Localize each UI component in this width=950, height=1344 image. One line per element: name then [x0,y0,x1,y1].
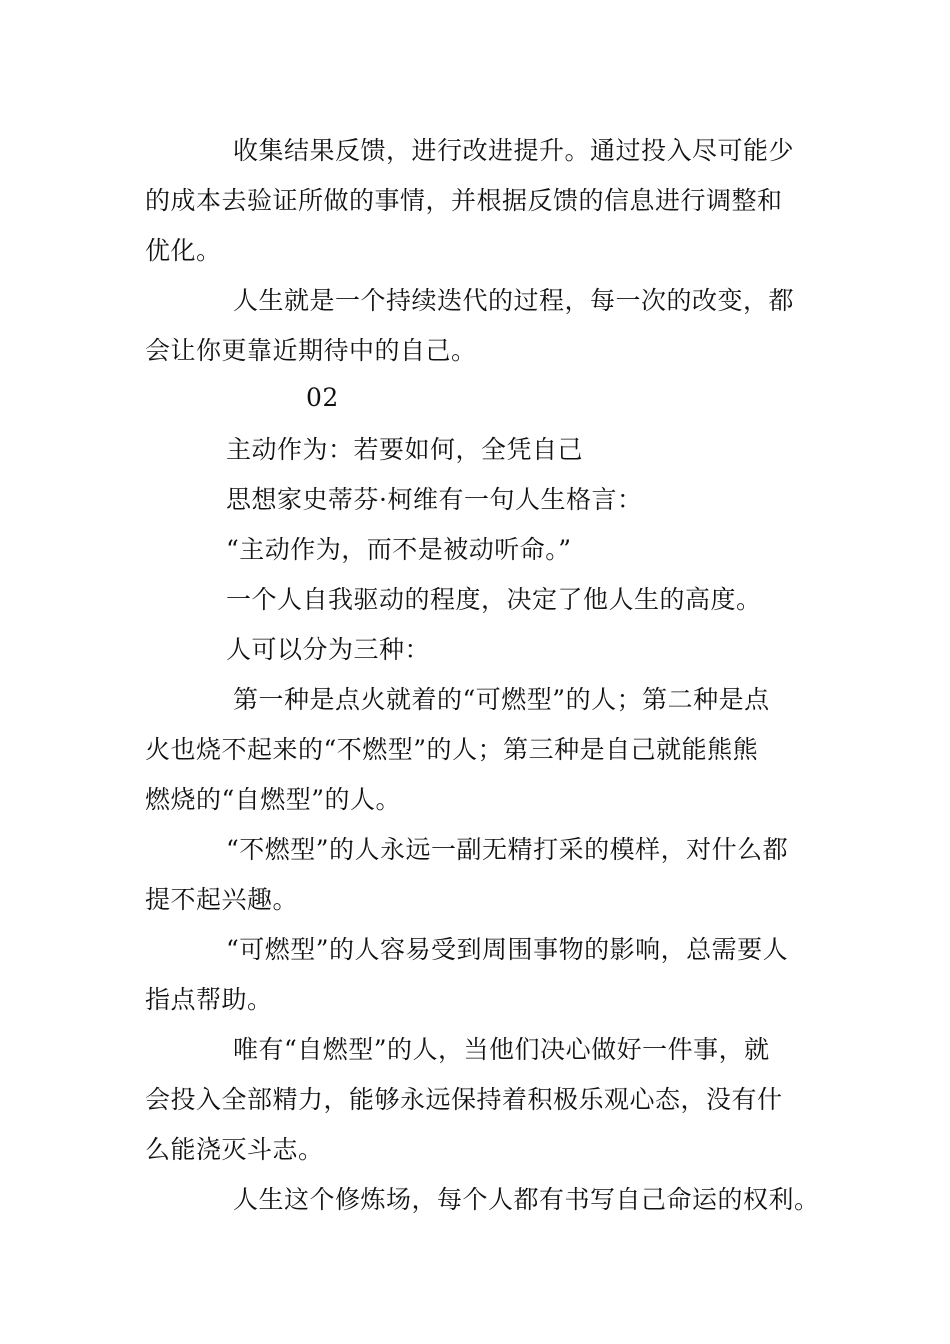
text-line: 火也烧不起来的“不燃型”的人；第三种是自己就能熊熊 [145,735,759,764]
text-line: 燃烧的“自燃型”的人。 [145,785,402,814]
text-line: 收集结果反馈，进行改进提升。通过投入尽可能少 [233,136,795,165]
text-line: 人可以分为三种： [226,635,431,664]
quote-line: “主动作为，而不是被动听命。” [226,535,572,564]
text-line: 人生就是一个持续迭代的过程，每一次的改变，都 [233,286,795,315]
text-line: “可燃型”的人容易受到周围事物的影响，总需要人 [226,935,789,964]
text-line: 优化。 [145,236,222,265]
section-number: 02 [306,383,339,412]
section-title: 主动作为：若要如何，全凭自己 [226,435,584,464]
text-line: 人生这个修炼场，每个人都有书写自己命运的权利。 [233,1185,820,1214]
text-line: 一个人自我驱动的程度，决定了他人生的高度。 [226,585,762,614]
text-line: 唯有“自燃型”的人，当他们决心做好一件事，就 [233,1035,770,1064]
text-line: 会投入全部精力，能够永远保持着积极乐观心态，没有什 [145,1085,783,1114]
text-line: 思想家史蒂芬·柯维有一句人生格言： [226,485,643,514]
text-line: 提不起兴趣。 [145,885,299,914]
text-line: 么能浇灭斗志。 [145,1135,324,1164]
text-line: 会让你更靠近期待中的自己。 [145,336,477,365]
text-line: 的成本去验证所做的事情，并根据反馈的信息进行调整和 [145,186,783,215]
text-line: 指点帮助。 [145,985,273,1014]
text-line: 第一种是点火就着的“可燃型”的人；第二种是点 [233,685,770,714]
text-line: “不燃型”的人永远一副无精打采的模样，对什么都 [226,835,789,864]
